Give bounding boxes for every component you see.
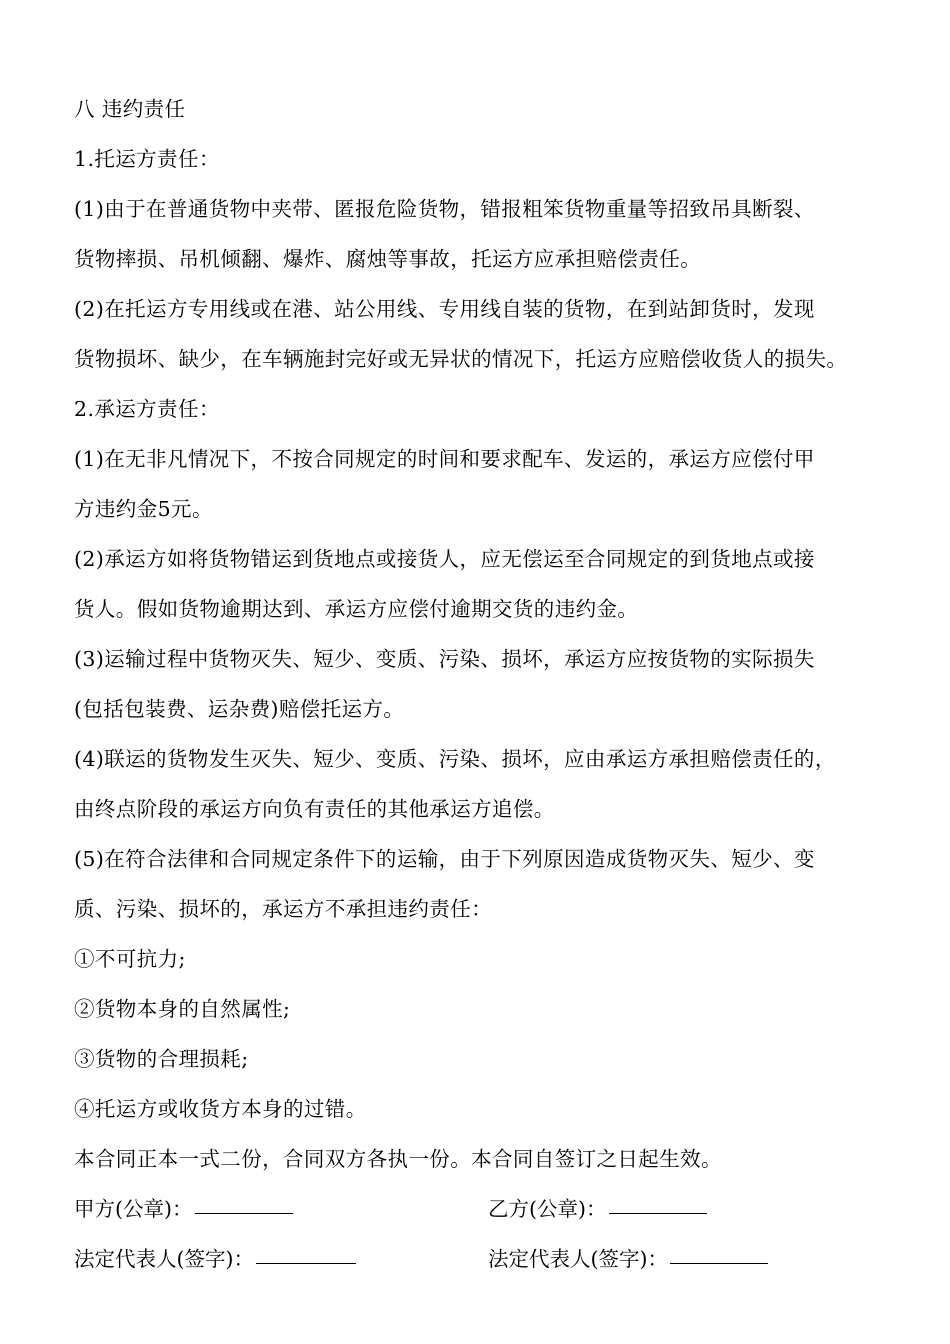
party-a-rep-label: 法定代表人(签字)： xyxy=(74,1247,254,1271)
exemption-item: ②货物本身的自然属性; xyxy=(74,997,291,1021)
party-b-rep-blank[interactable] xyxy=(670,1262,768,1264)
exemption-item: ④托运方或收货方本身的过错。 xyxy=(74,1097,367,1121)
carrier-responsibility-title: 2.承运方责任： xyxy=(74,397,220,421)
party-a-representative xyxy=(74,1234,356,1284)
exemption-item: ①不可抗力; xyxy=(74,947,186,971)
seal-row xyxy=(74,1184,884,1234)
party-a-rep-blank[interactable] xyxy=(256,1262,356,1264)
shipper-item-2-line-2: 货物损坏、缺少，在车辆施封完好或无异状的情况下，托运方应赔偿收货人的损失。 xyxy=(74,347,848,371)
carrier-item-2-line-2: 货人。假如货物逾期达到、承运方应偿付逾期交货的违约金。 xyxy=(74,597,639,621)
shipper-item-1-line-1: (1)由于在普通货物中夹带、匿报危险货物，错报粗笨货物重量等招致吊具断裂、 xyxy=(74,197,815,221)
carrier-item-5-line-1: (5)在符合法律和合同规定条件下的运输，由于下列原因造成货物灭失、短少、变 xyxy=(74,847,815,871)
carrier-item-4-line-2: 由终点阶段的承运方向负有责任的其他承运方追偿。 xyxy=(74,797,555,821)
carrier-item-1-line-2: 方违约金5元。 xyxy=(74,497,213,521)
section-heading: 八 违约责任 xyxy=(74,97,186,121)
party-b-seal-label: 乙方(公章)： xyxy=(488,1197,607,1221)
party-a-seal-label: 甲方(公章)： xyxy=(74,1197,193,1221)
representative-row xyxy=(74,1234,884,1284)
carrier-item-5-line-2: 质、污染、损坏的，承运方不承担违约责任： xyxy=(74,897,492,921)
carrier-item-3-line-2: (包括包装费、运杂费)赔偿托运方。 xyxy=(74,697,405,721)
shipper-item-2-line-1: (2)在托运方专用线或在港、站公用线、专用线自装的货物，在到站卸货时，发现 xyxy=(74,297,815,321)
party-a-seal xyxy=(74,1184,293,1234)
carrier-item-3-line-1: (3)运输过程中货物灭失、短少、变质、污染、损坏，承运方应按货物的实际损失 xyxy=(74,647,815,671)
contract-page xyxy=(74,84,884,1284)
shipper-responsibility-title: 1.托运方责任： xyxy=(74,147,220,171)
carrier-item-2-line-1: (2)承运方如将货物错运到货地点或接货人，应无偿运至合同规定的到货地点或接 xyxy=(74,547,815,571)
closing-statement: 本合同正本一式二份，合同双方各执一份。本合同自签订之日起生效。 xyxy=(74,1147,722,1171)
party-b-representative xyxy=(488,1234,768,1284)
party-b-seal xyxy=(488,1184,707,1234)
shipper-item-1-line-2: 货物摔损、吊机倾翻、爆炸、腐烛等事故，托运方应承担赔偿责任。 xyxy=(74,247,701,271)
party-b-seal-blank[interactable] xyxy=(609,1212,707,1214)
exemption-item: ③货物的合理损耗; xyxy=(74,1047,249,1071)
carrier-item-1-line-1: (1)在无非凡情况下，不按合同规定的时间和要求配车、发运的，承运方应偿付甲 xyxy=(74,447,815,471)
party-b-rep-label: 法定代表人(签字)： xyxy=(488,1247,668,1271)
carrier-item-4-line-1: (4)联运的货物发生灭失、短少、变质、污染、损坏，应由承运方承担赔偿责任的， xyxy=(74,747,836,771)
party-a-seal-blank[interactable] xyxy=(195,1212,293,1214)
